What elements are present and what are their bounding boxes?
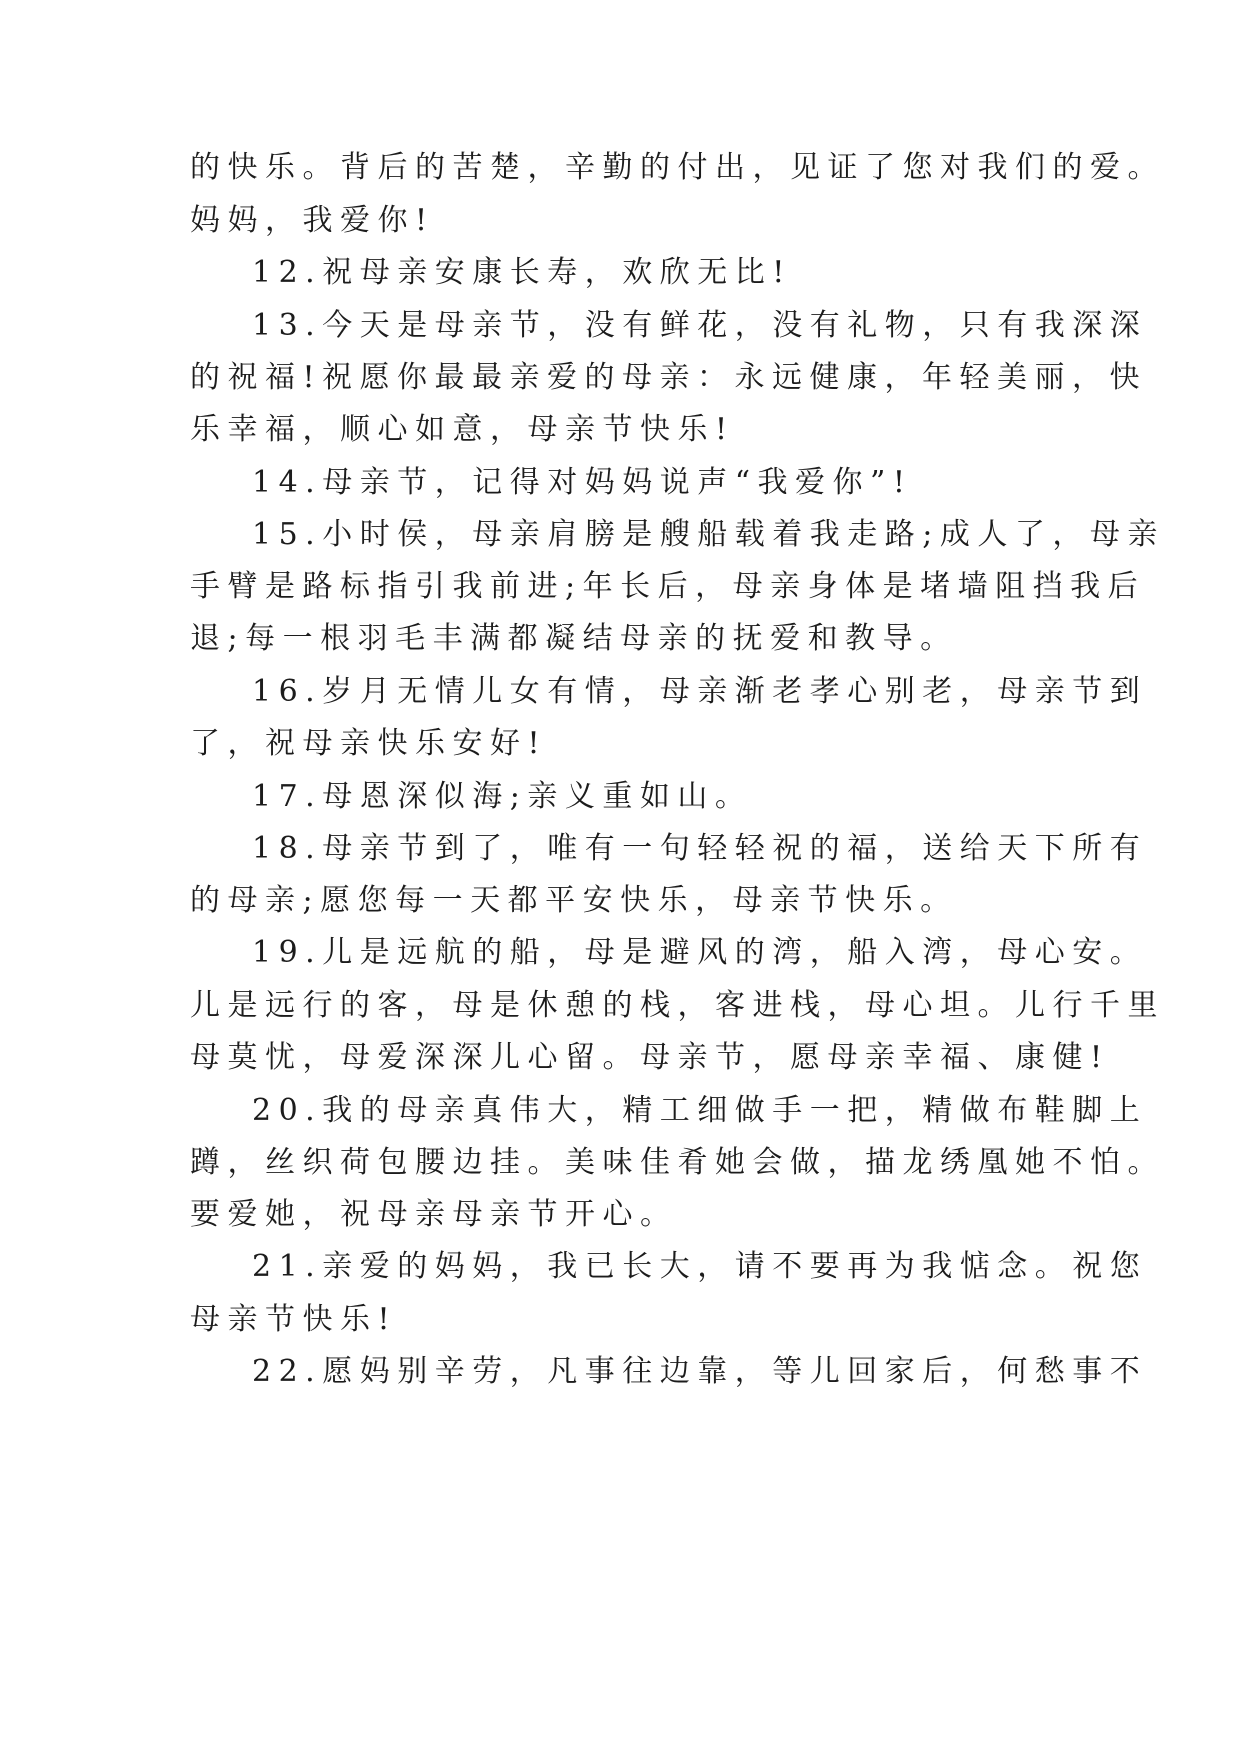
item-19-line: 19.儿是远航的船，母是避风的湾，船入湾，母心安。 (252, 935, 1148, 970)
text-line: 妈妈，我爱你! (190, 203, 435, 238)
text-line: 要爱她，祝母亲母亲节开心。 (190, 1197, 678, 1232)
text-line: 蹲，丝织荷包腰边挂。美味佳肴她会做，描龙绣凰她不怕。 (190, 1145, 1165, 1180)
text-line: 的母亲;愿您每一天都平安快乐，母亲节快乐。 (190, 883, 958, 918)
item-14-line: 14.母亲节，记得对妈妈说声“我爱你”! (252, 465, 913, 500)
item-21-line: 21.亲爱的妈妈，我已长大，请不要再为我惦念。祝您 (252, 1249, 1148, 1284)
item-22-line: 22.愿妈别辛劳，凡事往边靠，等儿回家后，何愁事不 (252, 1354, 1148, 1389)
item-17-line: 17.母恩深似海;亲义重如山。 (252, 779, 753, 814)
item-12-line: 12.祝母亲安康长寿，欢欣无比! (252, 255, 792, 290)
item-13-line: 13.今天是母亲节，没有鲜花，没有礼物，只有我深深 (252, 308, 1148, 343)
text-line: 母莫忧，母爱深深儿心留。母亲节，愿母亲幸福、康健! (190, 1040, 1110, 1075)
item-18-line: 18.母亲节到了，唯有一句轻轻祝的福，送给天下所有 (252, 831, 1148, 866)
text-line: 了，祝母亲快乐安好! (190, 726, 548, 761)
text-line: 手臂是路标指引我前进;年长后，母亲身体是堵墙阻挡我后 (190, 569, 1146, 604)
text-line: 的快乐。背后的苦楚，辛勤的付出，见证了您对我们的爱。 (190, 150, 1165, 185)
item-16-line: 16.岁月无情儿女有情，母亲渐老孝心别老，母亲节到 (252, 674, 1148, 709)
text-line: 乐幸福，顺心如意，母亲节快乐! (190, 412, 735, 447)
text-line: 的祝福!祝愿你最最亲爱的母亲：永远健康，年轻美丽，快 (190, 360, 1148, 395)
text-line: 母亲节快乐! (190, 1302, 398, 1337)
text-line: 退;每一根羽毛丰满都凝结母亲的抚爱和教导。 (190, 621, 958, 656)
item-15-line: 15.小时侯，母亲肩膀是艘船载着我走路;成人了，母亲 (252, 517, 1165, 552)
item-20-line: 20.我的母亲真伟大，精工细做手一把，精做布鞋脚上 (252, 1093, 1148, 1128)
text-line: 儿是远行的客，母是休憩的栈，客进栈，母心坦。儿行千里 (190, 988, 1165, 1023)
